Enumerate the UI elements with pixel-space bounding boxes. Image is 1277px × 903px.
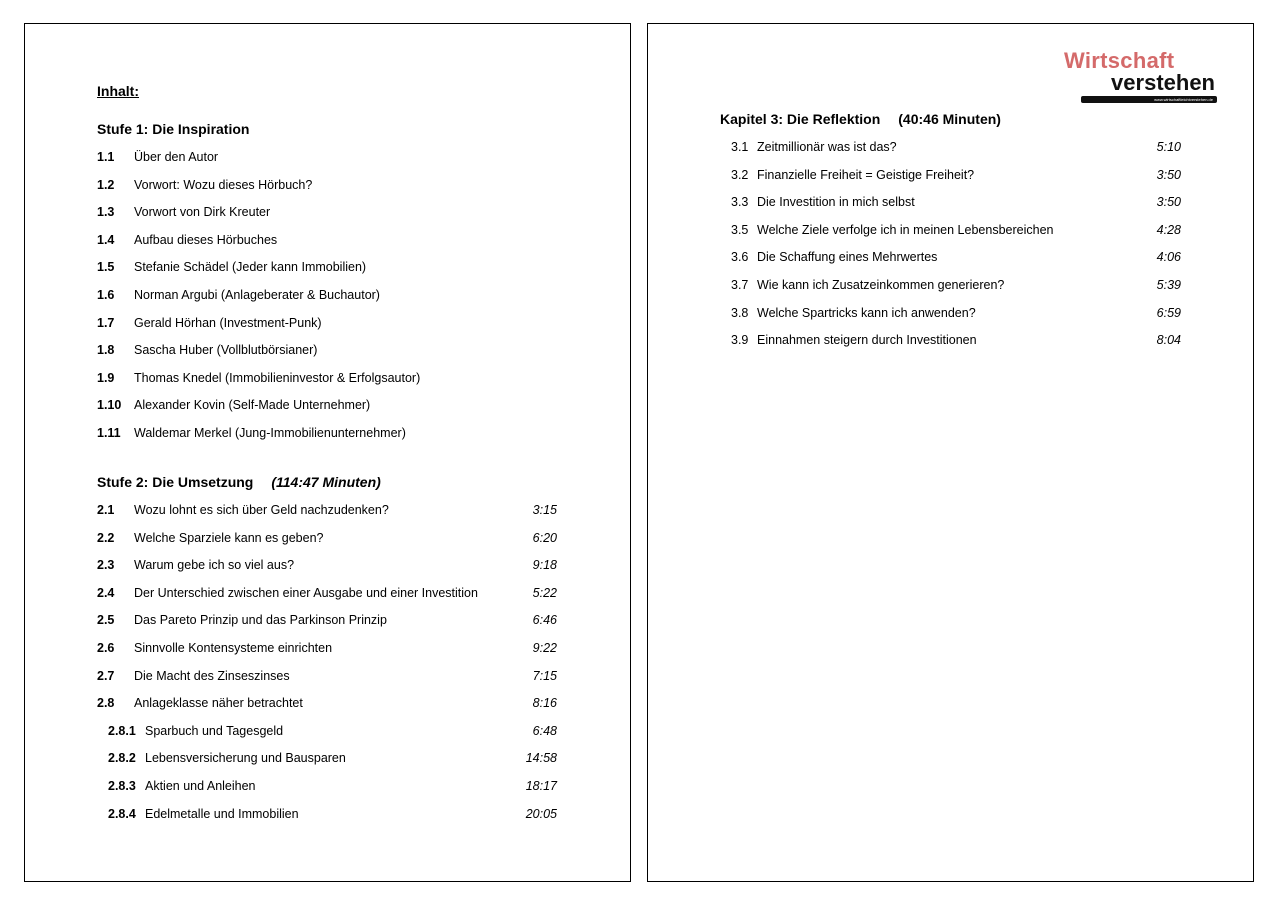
logo xyxy=(1060,48,1230,108)
logo-line2: verstehen xyxy=(1111,70,1215,95)
entry-number: 1.3 xyxy=(97,205,115,220)
toc-entry xyxy=(97,612,567,640)
entry-duration: 4:06 xyxy=(1156,250,1181,265)
stufe2-duration: (114:47 Minuten) xyxy=(271,474,381,490)
toc-entry xyxy=(97,695,567,723)
logo-url-bar: www.wirtschaftleichtverstehen.de xyxy=(1081,96,1217,103)
toc-entry xyxy=(97,557,567,585)
entry-duration: 9:22 xyxy=(532,640,557,655)
entry-number: 2.5 xyxy=(97,613,115,628)
toc-entry xyxy=(97,778,567,806)
toc-entry xyxy=(97,177,567,205)
toc-entry xyxy=(731,305,1181,333)
entry-number: 3.2 xyxy=(731,167,749,182)
entry-duration: 8:04 xyxy=(1156,333,1181,348)
entry-number: 3.5 xyxy=(731,222,749,237)
toc-entry xyxy=(731,139,1181,167)
entry-duration: 6:48 xyxy=(532,723,557,738)
entry-title: Zeitmillionär was ist das? xyxy=(757,140,897,154)
entry-number: 2.8.4 xyxy=(108,806,136,821)
stufe2-list xyxy=(97,502,567,833)
entry-title: Alexander Kovin (Self-Made Unternehmer) xyxy=(134,398,371,413)
entry-number: 2.8.1 xyxy=(108,723,136,738)
entry-duration: 14:58 xyxy=(525,751,557,766)
entry-title: Vorwort: Wozu dieses Hörbuch? xyxy=(134,177,313,192)
toc-entry xyxy=(97,397,567,425)
toc-entry xyxy=(97,585,567,613)
toc-entry xyxy=(97,668,567,696)
toc-entry xyxy=(97,806,567,834)
entry-duration: 3:50 xyxy=(1156,195,1181,210)
entry-title: Thomas Knedel (Immobilieninvestor & Erfolgsautor) xyxy=(134,370,421,385)
toc-entry xyxy=(97,502,567,530)
entry-number: 2.8.3 xyxy=(108,778,136,793)
entry-duration: 8:16 xyxy=(532,696,557,711)
entry-number: 2.8 xyxy=(97,696,115,711)
stufe2-title-text: Stufe 2: Die Umsetzung xyxy=(97,474,254,490)
entry-number: 2.8.2 xyxy=(108,751,136,766)
toc-entry xyxy=(731,249,1181,277)
entry-number: 1.10 xyxy=(97,398,122,413)
entry-duration: 5:10 xyxy=(1156,140,1181,154)
entry-title: Welche Spartricks kann ich anwenden? xyxy=(757,305,976,320)
entry-title: Waldemar Merkel (Jung-Immobilienunternehmer) xyxy=(134,425,406,440)
entry-title: Lebensversicherung und Bausparen xyxy=(145,751,346,766)
toc-entry xyxy=(731,167,1181,195)
entry-title: Sparbuch und Tagesgeld xyxy=(145,723,284,738)
entry-duration: 20:05 xyxy=(525,806,557,821)
entry-number: 1.7 xyxy=(97,315,115,330)
entry-title: Stefanie Schädel (Jeder kann Immobilien) xyxy=(134,260,367,275)
toc-entry xyxy=(97,723,567,751)
toc-entry xyxy=(731,277,1181,305)
kapitel3-title-text: Kapitel 3: Die Reflektion xyxy=(720,111,881,127)
entry-title: Anlageklasse näher betrachtet xyxy=(134,696,303,711)
entry-number: 1.11 xyxy=(97,425,121,440)
entry-title: Wie kann ich Zusatzeinkommen generieren? xyxy=(757,277,1005,292)
entry-duration: 6:46 xyxy=(532,613,557,628)
entry-duration: 3:15 xyxy=(532,503,557,517)
toc-entry xyxy=(97,530,567,558)
entry-title: Das Pareto Prinzip und das Parkinson Prinzip xyxy=(134,613,387,628)
logo-line1: Wirtschaft xyxy=(1064,48,1175,73)
entry-number: 2.7 xyxy=(97,668,115,683)
entry-number: 1.9 xyxy=(97,370,115,385)
entry-title: Sinnvolle Kontensysteme einrichten xyxy=(134,640,333,655)
entry-title: Gerald Hörhan (Investment-Punk) xyxy=(134,315,322,330)
toc-entry xyxy=(97,342,567,370)
kapitel3-duration: (40:46 Minuten) xyxy=(898,111,1001,127)
entry-number: 2.1 xyxy=(97,503,115,517)
entry-number: 1.1 xyxy=(97,150,115,164)
entry-duration: 6:59 xyxy=(1156,305,1181,320)
toc-entry xyxy=(731,332,1181,360)
entry-duration: 4:28 xyxy=(1156,222,1181,237)
toc-heading: Inhalt: xyxy=(97,83,139,99)
stufe2-title xyxy=(97,474,381,490)
toc-entry xyxy=(97,204,567,232)
toc-entry xyxy=(97,149,567,177)
entry-title: Die Investition in mich selbst xyxy=(757,195,915,210)
entry-number: 3.1 xyxy=(731,140,749,154)
entry-title: Die Schaffung eines Mehrwertes xyxy=(757,250,938,265)
entry-number: 1.2 xyxy=(97,177,115,192)
entry-duration: 3:50 xyxy=(1156,167,1181,182)
entry-title: Welche Ziele verfolge ich in meinen Lebensbereichen xyxy=(757,222,1054,237)
toc-entry xyxy=(97,640,567,668)
toc-entry xyxy=(97,750,567,778)
entry-duration: 6:20 xyxy=(532,530,557,545)
entry-duration: 9:18 xyxy=(532,558,557,573)
entry-number: 3.6 xyxy=(731,250,749,265)
entry-number: 2.2 xyxy=(97,530,115,545)
entry-title: Einnahmen steigern durch Investitionen xyxy=(757,333,977,348)
entry-number: 2.6 xyxy=(97,640,115,655)
toc-entry xyxy=(97,287,567,315)
entry-title: Vorwort von Dirk Kreuter xyxy=(134,205,271,220)
toc-entry xyxy=(97,425,567,453)
kapitel3-list xyxy=(731,139,1181,360)
entry-title: Wozu lohnt es sich über Geld nachzudenken? xyxy=(134,503,389,517)
entry-number: 1.5 xyxy=(97,260,115,275)
entry-number: 1.6 xyxy=(97,287,115,302)
toc-entry xyxy=(97,315,567,343)
stufe1-title xyxy=(97,121,249,137)
entry-title: Sascha Huber (Vollblutbörsianer) xyxy=(134,343,318,358)
entry-title: Der Unterschied zwischen einer Ausgabe und einer Investition xyxy=(134,585,478,600)
entry-title: Aufbau dieses Hörbuches xyxy=(134,232,278,247)
kapitel3-title xyxy=(720,111,1001,127)
toc-entry xyxy=(97,259,567,287)
entry-duration: 18:17 xyxy=(525,778,557,793)
entry-title: Norman Argubi (Anlageberater & Buchautor) xyxy=(134,287,380,302)
entry-title: Welche Sparziele kann es geben? xyxy=(134,530,324,545)
entry-duration: 7:15 xyxy=(532,668,557,683)
entry-title: Die Macht des Zinseszinses xyxy=(134,668,290,683)
entry-title: Edelmetalle und Immobilien xyxy=(145,806,299,821)
entry-number: 3.3 xyxy=(731,195,749,210)
entry-number: 1.8 xyxy=(97,343,115,358)
toc-entry xyxy=(97,370,567,398)
entry-number: 2.3 xyxy=(97,558,115,573)
entry-title: Über den Autor xyxy=(134,150,219,164)
entry-title: Finanzielle Freiheit = Geistige Freiheit? xyxy=(757,167,975,182)
entry-duration: 5:39 xyxy=(1156,277,1181,292)
stufe1-title-text: Stufe 1: Die Inspiration xyxy=(97,121,250,137)
entry-number: 1.4 xyxy=(97,232,115,247)
entry-number: 3.7 xyxy=(731,277,749,292)
toc-entry xyxy=(97,232,567,260)
left-page xyxy=(24,23,631,882)
right-page xyxy=(647,23,1254,882)
stufe1-list xyxy=(97,149,567,453)
entry-duration: 5:22 xyxy=(532,585,557,600)
entry-title: Aktien und Anleihen xyxy=(145,778,256,793)
entry-number: 2.4 xyxy=(97,585,115,600)
entry-number: 3.8 xyxy=(731,305,749,320)
toc-entry xyxy=(731,222,1181,250)
entry-title: Warum gebe ich so viel aus? xyxy=(134,558,295,573)
entry-number: 3.9 xyxy=(731,333,749,348)
toc-entry xyxy=(731,194,1181,222)
